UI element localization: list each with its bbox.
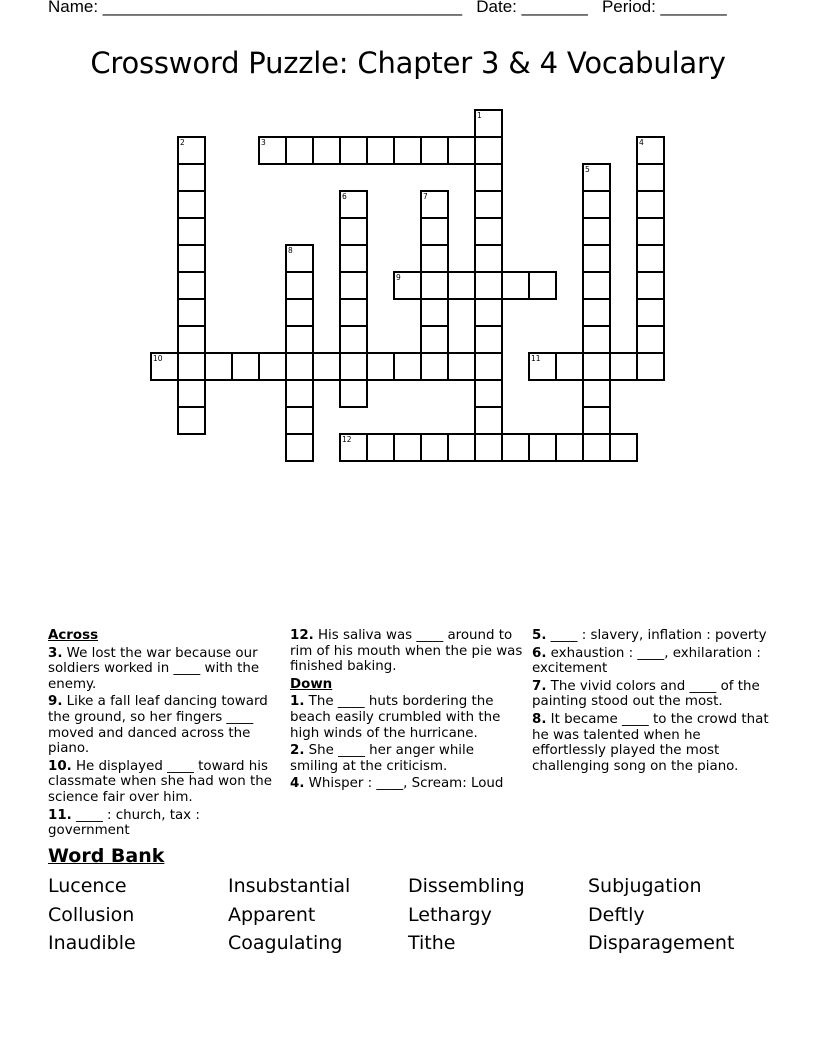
crossword-cell[interactable] xyxy=(447,136,476,165)
crossword-cell[interactable] xyxy=(258,136,287,165)
crossword-cell[interactable] xyxy=(582,190,611,219)
crossword-cell[interactable] xyxy=(474,244,503,273)
clues-column-2 xyxy=(290,628,526,794)
crossword-cell[interactable] xyxy=(366,136,395,165)
clue-down-4: 4. Whisper : ____, Scream: Loud xyxy=(290,776,504,792)
name-field[interactable]: Name: ______________________________________ xyxy=(48,0,463,16)
crossword-cell[interactable] xyxy=(555,433,584,462)
crossword-cell[interactable] xyxy=(420,271,449,300)
crossword-cell[interactable] xyxy=(339,352,368,381)
crossword-cell[interactable] xyxy=(366,352,395,381)
clue-number: 4 xyxy=(639,138,644,147)
crossword-cell[interactable] xyxy=(339,433,368,462)
word-bank-item: Insubstantial xyxy=(228,875,351,897)
crossword-cell[interactable] xyxy=(285,379,314,408)
crossword-cell[interactable] xyxy=(501,433,530,462)
crossword-cell[interactable] xyxy=(582,406,611,435)
crossword-cell[interactable] xyxy=(177,298,206,327)
crossword-cell[interactable] xyxy=(177,190,206,219)
clue-across-12: 12. His saliva was ____ around to rim of his mouth when the pie was finished baking. xyxy=(290,628,523,675)
crossword-cell[interactable] xyxy=(636,136,665,165)
crossword-cell[interactable] xyxy=(177,217,206,246)
crossword-cell[interactable] xyxy=(636,352,665,381)
clue-down-7: 7. The vivid colors and ____ of the painting stood out the most. xyxy=(532,678,760,710)
crossword-cell[interactable] xyxy=(582,433,611,462)
crossword-cell[interactable] xyxy=(420,325,449,354)
crossword-cell[interactable] xyxy=(285,244,314,273)
crossword-cell[interactable] xyxy=(582,163,611,192)
crossword-cell[interactable] xyxy=(420,433,449,462)
crossword-cell[interactable] xyxy=(474,379,503,408)
crossword-cell[interactable] xyxy=(474,433,503,462)
word-bank-item: Deftly xyxy=(588,903,645,926)
clue-number: 2 xyxy=(180,138,185,147)
crossword-cell[interactable] xyxy=(636,325,665,354)
clue-across-3: 3. We lost the war because our soldiers worked in ____ with the enemy. xyxy=(48,645,260,692)
crossword-cell[interactable] xyxy=(636,217,665,246)
crossword-cell[interactable] xyxy=(447,433,476,462)
crossword-cell[interactable] xyxy=(420,244,449,273)
crossword-cell[interactable] xyxy=(555,352,584,381)
clue-down-6: 6. exhaustion : ____, exhilaration : excitement xyxy=(532,645,761,677)
crossword-cell[interactable] xyxy=(474,136,503,165)
crossword-cell[interactable] xyxy=(582,325,611,354)
crossword-cell[interactable] xyxy=(393,136,422,165)
crossword-cell[interactable] xyxy=(177,325,206,354)
crossword-cell[interactable] xyxy=(150,352,179,381)
crossword-cell[interactable] xyxy=(420,217,449,246)
crossword-cell[interactable] xyxy=(285,352,314,381)
clue-down-8: 8. It became ____ to the crowd that he was talented when he effortlessly played the most challenging song on the piano. xyxy=(532,711,769,774)
crossword-cell[interactable] xyxy=(177,379,206,408)
crossword-cell[interactable] xyxy=(177,406,206,435)
clues-column-1 xyxy=(48,628,283,841)
crossword-cell[interactable] xyxy=(339,325,368,354)
clue-number: 5 xyxy=(585,165,590,174)
word-bank-item: Lethargy xyxy=(408,903,492,926)
crossword-cell[interactable] xyxy=(285,298,314,327)
clue-across-11: 11. ____ : church, tax : government xyxy=(48,807,200,839)
crossword-cell[interactable] xyxy=(339,271,368,300)
crossword-cell[interactable] xyxy=(285,271,314,300)
crossword-cell[interactable] xyxy=(636,271,665,300)
clue-number: 11 xyxy=(531,354,541,363)
word-bank-item: Subjugation xyxy=(588,875,702,897)
crossword-cell[interactable] xyxy=(528,433,557,462)
crossword-cell[interactable] xyxy=(393,352,422,381)
word-bank-item: Lucence xyxy=(48,875,127,897)
crossword-cell[interactable] xyxy=(285,433,314,462)
word-bank-item: Apparent xyxy=(228,903,316,926)
crossword-cell[interactable] xyxy=(177,136,206,165)
crossword-cell[interactable] xyxy=(393,433,422,462)
crossword-cell[interactable] xyxy=(636,190,665,219)
crossword-cell[interactable] xyxy=(231,352,260,381)
crossword-cell[interactable] xyxy=(285,406,314,435)
clue-across-9: 9. Like a fall leaf dancing toward the ground, so her fingers ____ moved and danced across the piano. xyxy=(48,694,268,757)
crossword-cell[interactable] xyxy=(474,298,503,327)
clue-down-2: 2. She ____ her anger while smiling at the criticism. xyxy=(290,743,474,774)
clue-number: 6 xyxy=(342,192,347,201)
word-bank-item: Tithe xyxy=(408,932,456,954)
crossword-cell[interactable] xyxy=(339,217,368,246)
crossword-cell[interactable] xyxy=(285,325,314,354)
crossword-cell[interactable] xyxy=(474,325,503,354)
clue-number: 3 xyxy=(261,138,266,147)
crossword-cell[interactable] xyxy=(420,298,449,327)
across-heading: Across xyxy=(48,628,99,643)
crossword-cell[interactable] xyxy=(609,352,638,381)
crossword-cell[interactable] xyxy=(177,352,206,381)
period-field[interactable]: Period: _______ xyxy=(601,0,727,16)
crossword-cell[interactable] xyxy=(582,244,611,273)
crossword-cell[interactable] xyxy=(609,433,638,462)
crossword-cell[interactable] xyxy=(501,271,530,300)
crossword-cell[interactable] xyxy=(339,244,368,273)
clue-down-1: 1. The ____ huts bordering the beach easily crumbled with the high winds of the hurricane. xyxy=(290,694,501,741)
crossword-cell[interactable] xyxy=(285,136,314,165)
crossword-cell[interactable] xyxy=(636,298,665,327)
crossword-cell[interactable] xyxy=(636,163,665,192)
clue-number: 9 xyxy=(396,273,401,282)
crossword-cell[interactable] xyxy=(447,352,476,381)
word-bank-item: Collusion xyxy=(48,903,135,926)
crossword-cell[interactable] xyxy=(177,244,206,273)
crossword-cell[interactable] xyxy=(339,190,368,219)
crossword-cell[interactable] xyxy=(474,163,503,192)
crossword-cell[interactable] xyxy=(636,244,665,273)
crossword-cell[interactable] xyxy=(312,352,341,381)
page-title: Crossword Puzzle: Chapter 3 & 4 Vocabulary xyxy=(90,46,726,80)
crossword-cell[interactable] xyxy=(312,136,341,165)
clues-column-3 xyxy=(532,628,772,776)
crossword-cell[interactable] xyxy=(582,352,611,381)
crossword-cell[interactable] xyxy=(339,136,368,165)
word-bank-item: Inaudible xyxy=(48,932,136,954)
crossword-cell[interactable] xyxy=(474,217,503,246)
word-bank-item: Disparagement xyxy=(588,932,735,954)
crossword-cell[interactable] xyxy=(582,271,611,300)
crossword-cell[interactable] xyxy=(366,433,395,462)
clue-number: 7 xyxy=(423,192,428,201)
clue-number: 10 xyxy=(153,354,163,363)
crossword-cell[interactable] xyxy=(582,217,611,246)
crossword-cell[interactable] xyxy=(339,379,368,408)
crossword-cell[interactable] xyxy=(420,352,449,381)
crossword-cell[interactable] xyxy=(582,379,611,408)
crossword-cell[interactable] xyxy=(204,352,233,381)
student-info-line xyxy=(48,0,727,17)
crossword-cell[interactable] xyxy=(339,298,368,327)
down-heading: Down xyxy=(290,676,333,692)
crossword-cell[interactable] xyxy=(528,352,557,381)
date-field[interactable]: Date: _______ xyxy=(476,0,588,16)
word-bank-item: Coagulating xyxy=(228,932,343,954)
clue-number: 12 xyxy=(342,435,352,444)
clue-down-5: 5. ____ : slavery, inflation : poverty xyxy=(532,628,767,643)
crossword-cell[interactable] xyxy=(474,406,503,435)
crossword-cell[interactable] xyxy=(474,352,503,381)
word-bank xyxy=(48,872,788,958)
crossword-cell[interactable] xyxy=(393,271,422,300)
crossword-cell[interactable] xyxy=(420,136,449,165)
word-bank-item: Dissembling xyxy=(408,875,525,897)
crossword-cell[interactable] xyxy=(528,271,557,300)
crossword-cell[interactable] xyxy=(447,271,476,300)
crossword-cell[interactable] xyxy=(420,190,449,219)
clue-number: 1 xyxy=(477,111,482,120)
crossword-cell[interactable] xyxy=(582,298,611,327)
crossword-cell[interactable] xyxy=(177,271,206,300)
crossword-cell[interactable] xyxy=(177,163,206,192)
clue-across-10: 10. He displayed ____ toward his classmate when she had won the science fair over him. xyxy=(48,758,272,805)
clue-number: 8 xyxy=(288,246,293,255)
word-bank-title: Word Bank xyxy=(48,845,165,867)
crossword-cell[interactable] xyxy=(258,352,287,381)
crossword-cell[interactable] xyxy=(474,271,503,300)
crossword-cell[interactable] xyxy=(474,109,503,138)
crossword-cell[interactable] xyxy=(474,190,503,219)
